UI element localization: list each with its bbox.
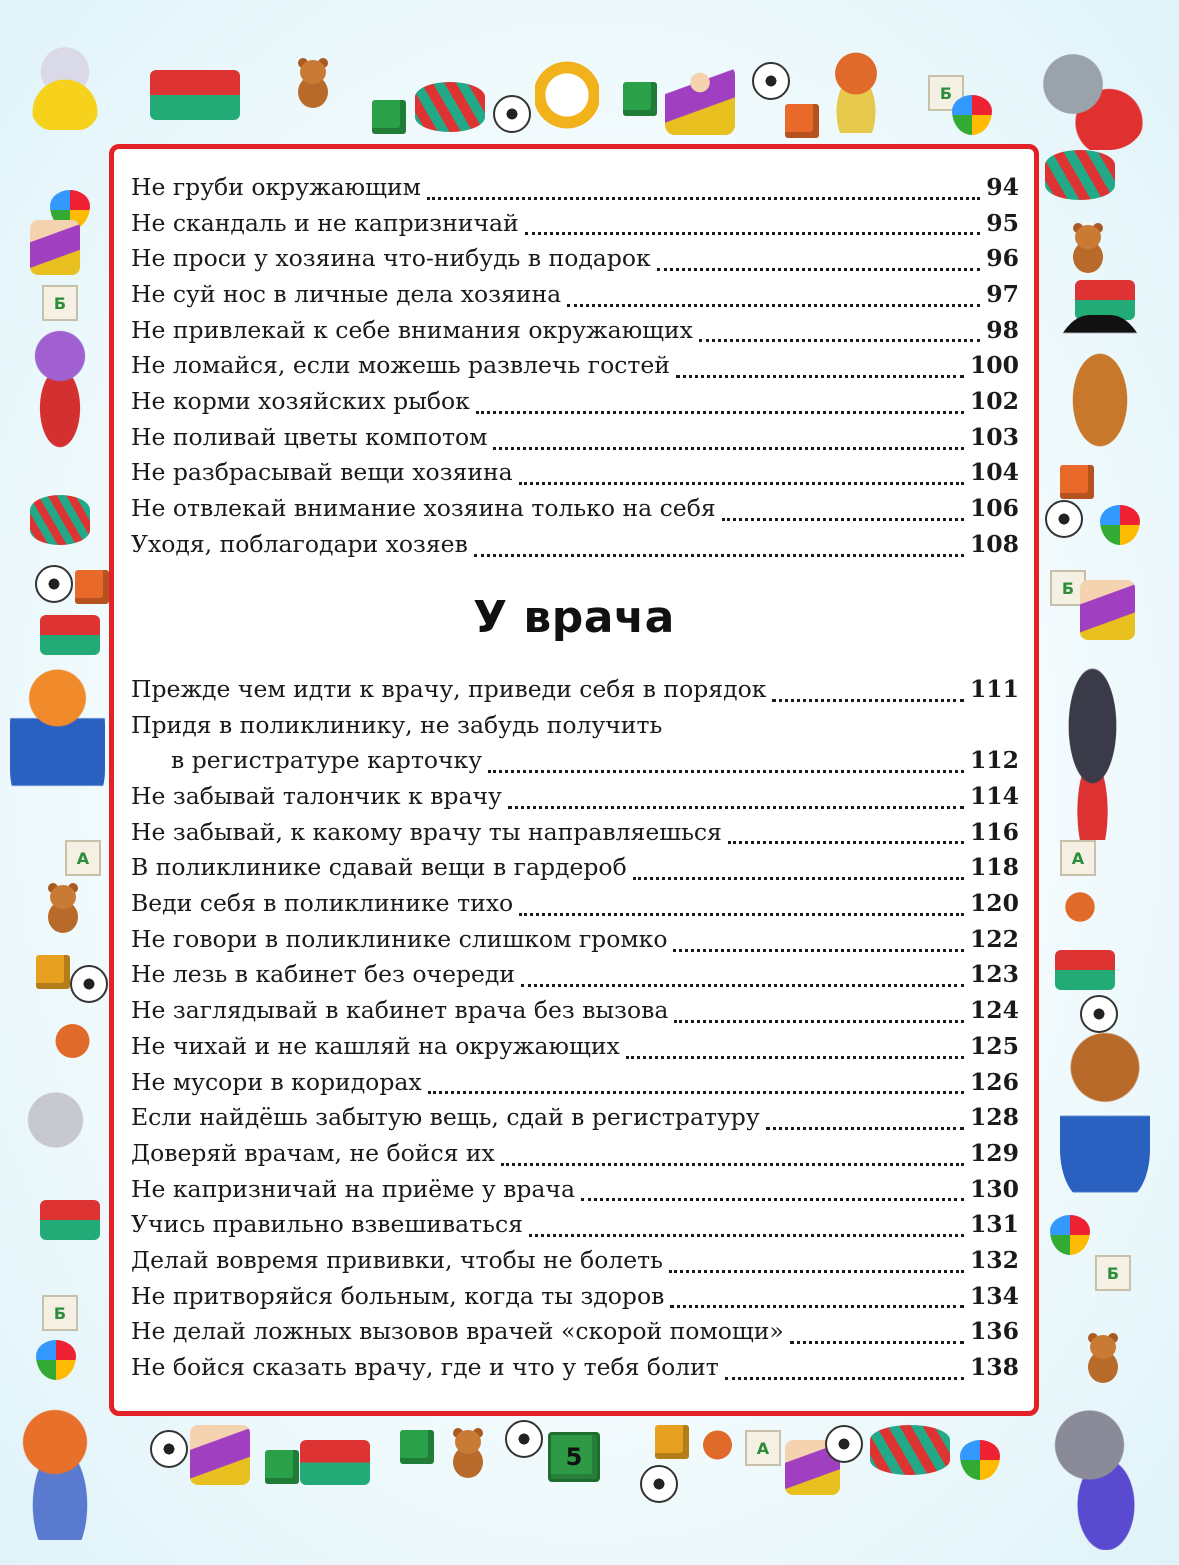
toc-list-part-1: [131, 170, 1019, 563]
train-icon: [150, 70, 240, 120]
page-number: 5: [548, 1432, 600, 1482]
toc-entry: [131, 1350, 1019, 1386]
toc-entry: [131, 993, 1019, 1029]
toc-leader-dots: [676, 375, 964, 378]
toc-entry-page: 97: [986, 280, 1019, 309]
toc-entry-page: 114: [969, 782, 1019, 811]
toc-entry-title: Не проси у хозяина что-нибудь в подарок: [131, 244, 651, 273]
toc-entry-page: 131: [969, 1210, 1019, 1239]
clown-icon: [665, 65, 735, 135]
teddy-bear-icon: [40, 885, 86, 935]
toy-cube-icon: [400, 1430, 434, 1464]
toc-entry: [131, 313, 1019, 349]
toc-entry-title: Не ломайся, если можешь развлечь гостей: [131, 351, 670, 380]
toc-entry-title: Если найдёшь забытую вещь, сдай в регистратуру: [131, 1103, 760, 1132]
toc-entry-title: Не суй нос в личные дела хозяина: [131, 280, 562, 309]
drum-icon: [415, 82, 485, 132]
toc-leader-dots: [728, 841, 964, 844]
toc-entry-title: Не корми хозяйских рыбок: [131, 387, 470, 416]
toc-entry-page: 128: [969, 1103, 1019, 1132]
toy-cube-icon: [623, 82, 657, 116]
toc-entry-title: Учись правильно взвешиваться: [131, 1210, 523, 1239]
toc-entry-title: Не притворяйся больным, когда ты здоров: [131, 1281, 665, 1310]
toc-entry: [131, 922, 1019, 958]
toc-entry: [131, 708, 1019, 744]
toc-leader-dots: [476, 411, 964, 414]
letter-cube-icon: А: [745, 1430, 781, 1466]
wolf-icon: [1040, 1400, 1150, 1550]
toc-entry: [131, 1100, 1019, 1136]
toc-leader-dots: [488, 770, 964, 773]
toc-entry: [131, 1314, 1019, 1350]
toc-leader-dots: [428, 1091, 964, 1094]
toc-entry-title: в регистратуре карточку: [171, 746, 483, 775]
toc-entry-page: 106: [969, 494, 1019, 523]
teddy-bear-icon: [1065, 225, 1111, 275]
toc-entry-title: Не бойся сказать врачу, где и что у тебя болит: [131, 1353, 719, 1382]
teddy-bear-icon: [445, 1430, 491, 1480]
toc-entry: [131, 815, 1019, 851]
toc-entry-page: 132: [969, 1245, 1019, 1274]
teddy-bear-icon: [1080, 1335, 1126, 1385]
toc-entry-title: Не поливай цветы компотом: [131, 422, 488, 451]
toy-cube-icon: [36, 955, 70, 989]
letter-cube-icon: Б: [928, 75, 964, 111]
toc-entry: [131, 170, 1019, 206]
toc-entry-page: 102: [969, 387, 1019, 416]
toc-leader-dots: [519, 913, 964, 916]
toc-entry: [131, 779, 1019, 815]
toc-entry-page: 112: [969, 746, 1019, 775]
toc-entry-title: Не заглядывай в кабинет врача без вызова: [131, 996, 669, 1025]
toc-leader-dots: [626, 1056, 964, 1059]
cat-icon: [1025, 40, 1145, 150]
toc-entry-title: Не разбрасывай вещи хозяина: [131, 458, 513, 487]
toc-entry-title: Не груби окружающим: [131, 172, 421, 201]
toc-entry-title: Не привлекай к себе внимания окружающих: [131, 315, 693, 344]
toc-entry-page: 122: [969, 924, 1019, 953]
toc-leader-dots: [519, 482, 964, 485]
toc-leader-dots: [493, 447, 964, 450]
toc-entry-page: 116: [969, 817, 1019, 846]
toc-entry-title: Веди себя в поликлинике тихо: [131, 889, 514, 918]
cat-with-book-icon: [10, 665, 105, 815]
toc-entry: [131, 1136, 1019, 1172]
toc-leader-dots: [669, 1270, 964, 1273]
toc-entry-page: 125: [969, 1031, 1019, 1060]
toc-entry-page: 103: [969, 422, 1019, 451]
toc-entry: [131, 886, 1019, 922]
toc-entry-title: Не лезь в кабинет без очереди: [131, 960, 516, 989]
toc-entry-title: Придя в поликлинику, не забудь получить: [131, 710, 663, 739]
toc-leader-dots: [699, 339, 980, 342]
toc-entry-title: Уходя, поблагодари хозяев: [131, 529, 468, 558]
soccer-ball-icon: [1080, 995, 1118, 1033]
toc-leader-dots: [673, 949, 964, 952]
toc-entry: [131, 527, 1019, 563]
mouse-on-moon-icon: [30, 40, 100, 130]
toc-entry-page: 134: [969, 1281, 1019, 1310]
toc-entry-page: 95: [986, 208, 1019, 237]
toc-entry-title: Не говори в поликлинике слишком громко: [131, 924, 668, 953]
section-title: У врача: [473, 592, 675, 643]
toc-entry-title: В поликлинике сдавай вещи в гардероб: [131, 853, 627, 882]
toc-entry: [131, 420, 1019, 456]
soccer-ball-icon: [493, 95, 531, 133]
toc-entry-title: Доверяй врачам, не бойся их: [131, 1138, 495, 1167]
toc-entry: [131, 958, 1019, 994]
toc-entry-page: 136: [969, 1317, 1019, 1346]
train-icon: [40, 615, 100, 655]
alarm-clock-icon: [535, 60, 599, 130]
toc-entry: [131, 850, 1019, 886]
caterpillar-icon: [20, 330, 100, 460]
toc-entry-page: 98: [986, 315, 1019, 344]
toy-cube-icon: [372, 100, 406, 134]
toc-entry-page: 129: [969, 1138, 1019, 1167]
toc-entry: [131, 743, 1019, 779]
toc-entry-page: 104: [969, 458, 1019, 487]
toc-leader-dots: [474, 554, 964, 557]
toc-entry: [131, 348, 1019, 384]
toc-leader-dots: [790, 1341, 964, 1344]
train-icon: [1075, 280, 1135, 320]
toc-entry-page: 100: [969, 351, 1019, 380]
soccer-ball-icon: [150, 1430, 188, 1468]
toc-entry-page: 124: [969, 996, 1019, 1025]
soccer-ball-icon: [505, 1420, 543, 1458]
train-icon: [1055, 950, 1115, 990]
toc-leader-dots: [508, 806, 964, 809]
toc-entry-page: 123: [969, 960, 1019, 989]
toy-cube-icon: [655, 1425, 689, 1459]
letter-cube-icon: А: [1060, 840, 1096, 876]
letter-cube-icon: Б: [42, 1295, 78, 1331]
toc-entry-page: 118: [969, 853, 1019, 882]
drum-icon: [1045, 150, 1115, 200]
toc-entry-page: 94: [986, 172, 1019, 201]
toc-entry-page: 96: [986, 244, 1019, 273]
toc-entry-title: Не делай ложных вызовов врачей «скорой помощи»: [131, 1317, 784, 1346]
toc-entry: [131, 1029, 1019, 1065]
toc-entry-title: Не забывай, к какому врачу ты направляешься: [131, 817, 722, 846]
toc-entry: [131, 241, 1019, 277]
bear-cub-icon: [1060, 1030, 1150, 1200]
clown-icon: [1080, 580, 1135, 640]
toc-entry-title: Прежде чем идти к врачу, приведи себя в порядок: [131, 674, 767, 703]
toc-entry: [131, 384, 1019, 420]
crow-icon: [1045, 650, 1140, 840]
letter-cube-icon: Б: [1050, 570, 1086, 606]
toc-entry-page: 130: [969, 1174, 1019, 1203]
toc-list-part-2: [131, 672, 1019, 1386]
toc-leader-dots: [567, 304, 980, 307]
toc-leader-dots: [581, 1198, 964, 1201]
soccer-ball-icon: [752, 62, 790, 100]
toc-leader-dots: [674, 1020, 964, 1023]
toc-entry-page: 108: [969, 529, 1019, 558]
toc-leader-dots: [766, 1127, 964, 1130]
drum-icon: [30, 495, 90, 545]
toc-entry-title: Не забывай талончик к врачу: [131, 782, 502, 811]
toc-entry: [131, 1172, 1019, 1208]
toc-entry: [131, 672, 1019, 708]
toc-entry: [131, 491, 1019, 527]
toc-entry-title: Не отвлекай внимание хозяина только на себя: [131, 494, 716, 523]
dog-icon: [1055, 885, 1105, 940]
rat-icon: [15, 1080, 105, 1180]
toc-entry: [131, 1279, 1019, 1315]
toc-entry-title: Делай вовремя прививки, чтобы не болеть: [131, 1245, 663, 1274]
letter-cube-icon: Б: [1095, 1255, 1131, 1291]
soccer-ball-icon: [640, 1465, 678, 1503]
toc-leader-dots: [772, 699, 964, 702]
train-icon: [40, 1200, 100, 1240]
toc-entry: [131, 456, 1019, 492]
toc-leader-dots: [427, 197, 980, 200]
toc-leader-dots: [725, 1377, 964, 1380]
train-icon: [300, 1440, 370, 1485]
owl-icon: [1050, 315, 1150, 485]
toc-leader-dots: [722, 518, 964, 521]
toc-leader-dots: [525, 232, 980, 235]
soccer-ball-icon: [1045, 500, 1083, 538]
toc-entry-page: 120: [969, 889, 1019, 918]
toc-entry-page: 126: [969, 1067, 1019, 1096]
toy-cube-icon: [75, 570, 109, 604]
toc-entry-page: 138: [969, 1353, 1019, 1382]
toc-entry: [131, 1243, 1019, 1279]
toc-entry-title: Не скандаль и не капризничай: [131, 208, 519, 237]
toc-leader-dots: [521, 984, 964, 987]
toc-entry: [131, 206, 1019, 242]
toc-leader-dots: [501, 1163, 964, 1166]
clown-icon: [190, 1425, 250, 1485]
toc-leader-dots: [529, 1234, 964, 1237]
soccer-ball-icon: [825, 1425, 863, 1463]
toc-entry-title: Не чихай и не кашляй на окружающих: [131, 1031, 620, 1060]
toc-leader-dots: [633, 877, 964, 880]
dog-icon: [45, 1020, 100, 1080]
toc-leader-dots: [657, 268, 980, 271]
soccer-ball-icon: [70, 965, 108, 1003]
letter-cube-icon: А: [65, 840, 101, 876]
toy-cube-icon: [265, 1450, 299, 1484]
drum-icon: [870, 1425, 950, 1475]
teddy-bear-icon: [290, 60, 336, 110]
toc-leader-dots: [670, 1305, 964, 1308]
dog-icon: [822, 48, 890, 133]
toc-entry-page: 111: [969, 674, 1019, 703]
toc-entry-title: Не мусори в коридорах: [131, 1067, 422, 1096]
toc-entry: [131, 277, 1019, 313]
soccer-ball-icon: [35, 565, 73, 603]
toy-cube-icon: [785, 104, 819, 138]
toy-cube-icon: [1060, 465, 1094, 499]
letter-cube-icon: Б: [42, 285, 78, 321]
clown-icon: [30, 220, 80, 275]
fox-icon: [10, 1400, 110, 1540]
toc-entry-title: Не капризничай на приёме у врача: [131, 1174, 575, 1203]
dog-icon: [690, 1425, 745, 1475]
toc-entry: [131, 1065, 1019, 1101]
toc-entry: [131, 1207, 1019, 1243]
